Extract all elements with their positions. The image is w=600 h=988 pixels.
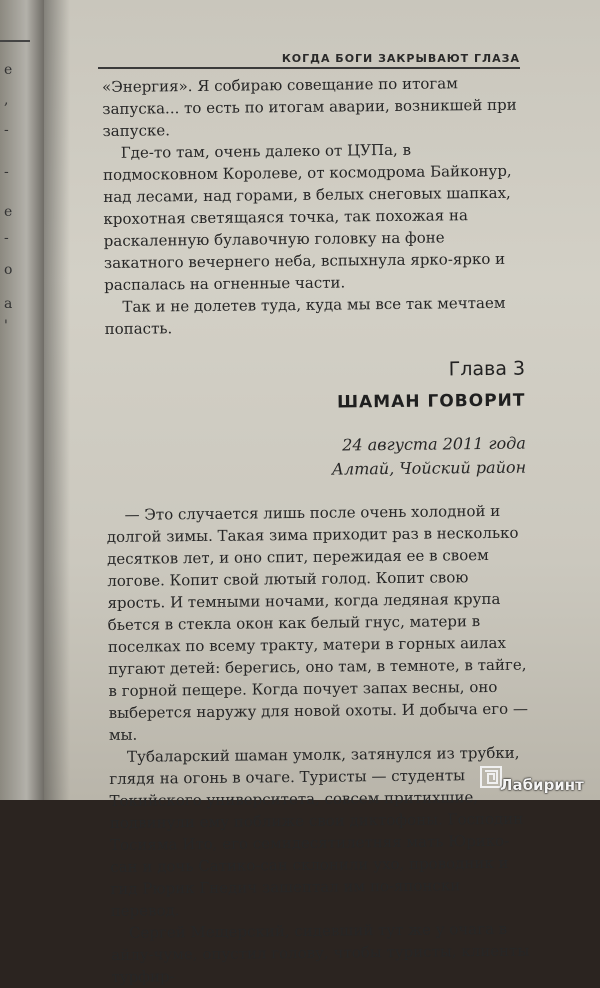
watermark-text: Лабиринт [500, 776, 584, 794]
left-page-fragment: ' [4, 318, 8, 334]
left-page-fragment: - [4, 164, 9, 180]
paragraph: «Энергия». Я собираю совещание по итогам запуска... то есть по итогам аварии, возникшей при запуске. [102, 74, 517, 140]
left-page-fragment: e [4, 204, 13, 220]
paragraph: Сергей Мещерский, сидевший тут же у очага в айлу-чуме, опустил голову, чтобы туристы, клиенты турфир- [111, 919, 530, 986]
paragraph: Тубаларский шаман умолк, затянулся из трубки, глядя на огонь в очаге. Туристы — студенты Токийского университета, совсем притихшие, подвинули ему поближе свои диктофоны. Господин Тосияма Ито, его семидесятилетняя мать Юрико-сан и дочь Сатико-сан склонили ухо, проводник и гид Рюрик Гнедич зашептал им по-японски перевод. [109, 743, 524, 920]
left-page-edge [0, 0, 44, 800]
gutter-shadow [44, 0, 70, 800]
labyrinth-icon [480, 766, 502, 788]
paragraph: Где-то там, очень далеко от ЦУПа, в подмосковном Королеве, от космодрома Байконур, над лесами, над горами, в белых снеговых шапках, крохотная светящаяся точка, так похожая на раскаленную булавочную головку на фоне закатного вечернего неба, вспыхнула ярко-ярко и распалась на огненные части. [102, 140, 512, 294]
left-page-fragment: , [4, 92, 9, 108]
left-page-fragment: - [4, 230, 9, 246]
chapter-dateline [106, 432, 526, 484]
page-body [102, 72, 532, 988]
paragraph: — Это случается лишь после очень холодной и долгой зимы. Такая зима приходит раз в несколько десятков лет, и оно спит, пережидая ее в своем логове. Копит свой лютый голод. Копит свою ярость. И темными ночами, когда ледяная крупа бьется в стекла окон как белый гнус, матери в поселках по всему тракту, матери в горных аилах пугают детей: берегись, оно там, в темноте, в тайге, в горной пещере. Когда почует запах весны, оно выберется наружу для новой охоты. И добыча его — мы. [106, 501, 529, 744]
chapter-title: ШАМАН ГОВОРИТ [336, 390, 526, 413]
watermark-logo [470, 760, 600, 800]
left-page-rule [0, 40, 30, 42]
paragraph: Так и не долетев туда, куда мы все так мечтаем попасть. [104, 293, 506, 338]
running-head: КОГДА БОГИ ЗАКРЫВАЮТ ГЛАЗА [98, 52, 520, 69]
chapter-date: 24 августа 2011 года [342, 433, 526, 455]
book-page [44, 0, 600, 986]
left-page-fragment: e [4, 62, 13, 78]
left-page-fragment: a [4, 296, 13, 312]
chapter-place: Алтай, Чойский район [331, 457, 527, 479]
left-page-fragment: - [4, 122, 9, 138]
left-page-fragment: o [4, 262, 13, 278]
chapter-number: Глава 3 [448, 357, 526, 381]
